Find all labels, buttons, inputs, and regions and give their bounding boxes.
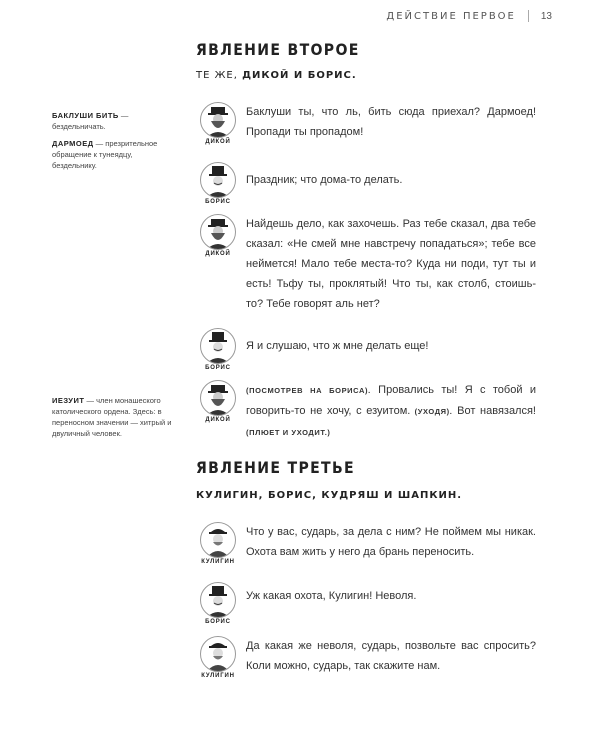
kuligin-portrait-icon <box>200 636 236 672</box>
running-header <box>386 10 552 22</box>
speaker-name: КУЛИГИН <box>201 673 235 679</box>
act-title: ДЕЙСТВИЕ ПЕРВОЕ <box>386 10 516 22</box>
kuligin-portrait-icon <box>200 522 236 558</box>
gloss-text: — член монашеского католического ордена. Здесь: в переносном значении — хитрый и двуличный человек. <box>52 396 172 438</box>
speaker-block <box>196 522 240 565</box>
speaker-block <box>196 636 240 679</box>
speaker-name: БОРИС <box>205 199 231 205</box>
speaker-name: БОРИС <box>205 365 231 371</box>
dialogue-line <box>196 582 536 625</box>
speaker-block <box>196 328 240 371</box>
line-text: Что у вас, сударь, за дела с ним? Не поймем мы никак. Охота вам жить у него да брань переносить. <box>246 526 536 558</box>
gloss-text: — презрительное обращение к тунеядцу, бездельнику. <box>52 139 158 170</box>
line-text: Баклуши ты, что ль, бить сюда приехал? Дармоед! Пропади ты пропадом! <box>246 106 536 138</box>
gloss-baklushi <box>52 110 174 132</box>
line-text-part: Провались ты! Я с тобой и говорить-то не хочу, с езуитом. <box>246 384 537 417</box>
sidebar-glossary-top <box>52 110 174 177</box>
cast-names: КУЛИГИН, БОРИС, КУДРЯШ И ШАПКИН. <box>196 490 463 501</box>
boris-portrait-icon <box>200 328 236 364</box>
dialogue-line <box>196 636 536 679</box>
scene-two-cast <box>196 70 357 81</box>
cast-prefix: ТЕ ЖЕ, <box>196 70 238 81</box>
header-divider <box>528 10 529 22</box>
boris-portrait-icon <box>200 582 236 618</box>
line-text: Праздник; что дома-то делать. <box>246 174 403 186</box>
gloss-text: — бездельничать. <box>52 111 129 131</box>
dialogue-line <box>196 380 536 443</box>
dialogue-line <box>196 162 536 205</box>
line-text <box>246 380 536 443</box>
stage-direction: (УХОДЯ). <box>410 407 453 416</box>
gloss-term: БАКЛУШИ БИТЬ <box>52 111 119 120</box>
speaker-block <box>196 582 240 625</box>
dikoy-portrait-icon <box>200 102 236 138</box>
scene-two-title: ЯВЛЕНИЕ ВТОРОЕ <box>196 40 360 59</box>
dikoy-portrait-icon <box>200 380 236 416</box>
scene-three-cast <box>196 490 462 501</box>
line-text-part: Вот навязался! <box>452 405 536 417</box>
line-text: Я и слушаю, что ж мне делать еще! <box>246 340 429 352</box>
sidebar-glossary-bottom <box>52 395 174 445</box>
line-text: Да какая же неволя, сударь, позвольте вас спросить? Коли можно, сударь, так скажите нам. <box>246 640 536 672</box>
line-text: Уж какая охота, Кулигин! Неволя. <box>246 590 417 602</box>
speaker-block <box>196 214 240 314</box>
speaker-name: ДИКОЙ <box>205 251 231 257</box>
cast-names: ДИКОЙ И БОРИС. <box>242 70 357 81</box>
speaker-name: БОРИС <box>205 619 231 625</box>
gloss-iezuit <box>52 395 174 439</box>
speaker-name: ДИКОЙ <box>205 139 231 145</box>
gloss-term: ИЕЗУИТ <box>52 396 85 405</box>
dialogue-line <box>196 522 536 565</box>
speaker-name: КУЛИГИН <box>201 559 235 565</box>
speaker-block <box>196 162 240 205</box>
gloss-term: ДАРМОЕД <box>52 139 94 148</box>
scene-three-title: ЯВЛЕНИЕ ТРЕТЬЕ <box>196 458 355 477</box>
speaker-name: ДИКОЙ <box>205 417 231 423</box>
dikoy-portrait-icon <box>200 214 236 250</box>
speaker-block <box>196 102 240 145</box>
page-number: 13 <box>540 10 552 22</box>
boris-portrait-icon <box>200 162 236 198</box>
stage-direction: (ПОСМОТРЕВ НА БОРИСА). <box>246 386 371 395</box>
dialogue-line <box>196 102 536 145</box>
dialogue-line <box>196 214 536 314</box>
dialogue-line <box>196 328 536 371</box>
line-text: Найдешь дело, как захочешь. Раз тебе сказал, два тебе сказал: «Не смей мне навстречу попадаться»; тебе все неймется! Мало тебе места-то? Куда ни поди, тут ты и есть! Тьфу ты, проклятый! Что ты, как столб, стоишь-то? Тебе говорят аль нет? <box>246 218 536 310</box>
speaker-block <box>196 380 240 443</box>
gloss-darmoed <box>52 138 174 171</box>
stage-direction: (ПЛЮЕТ И УХОДИТ.) <box>246 428 331 437</box>
